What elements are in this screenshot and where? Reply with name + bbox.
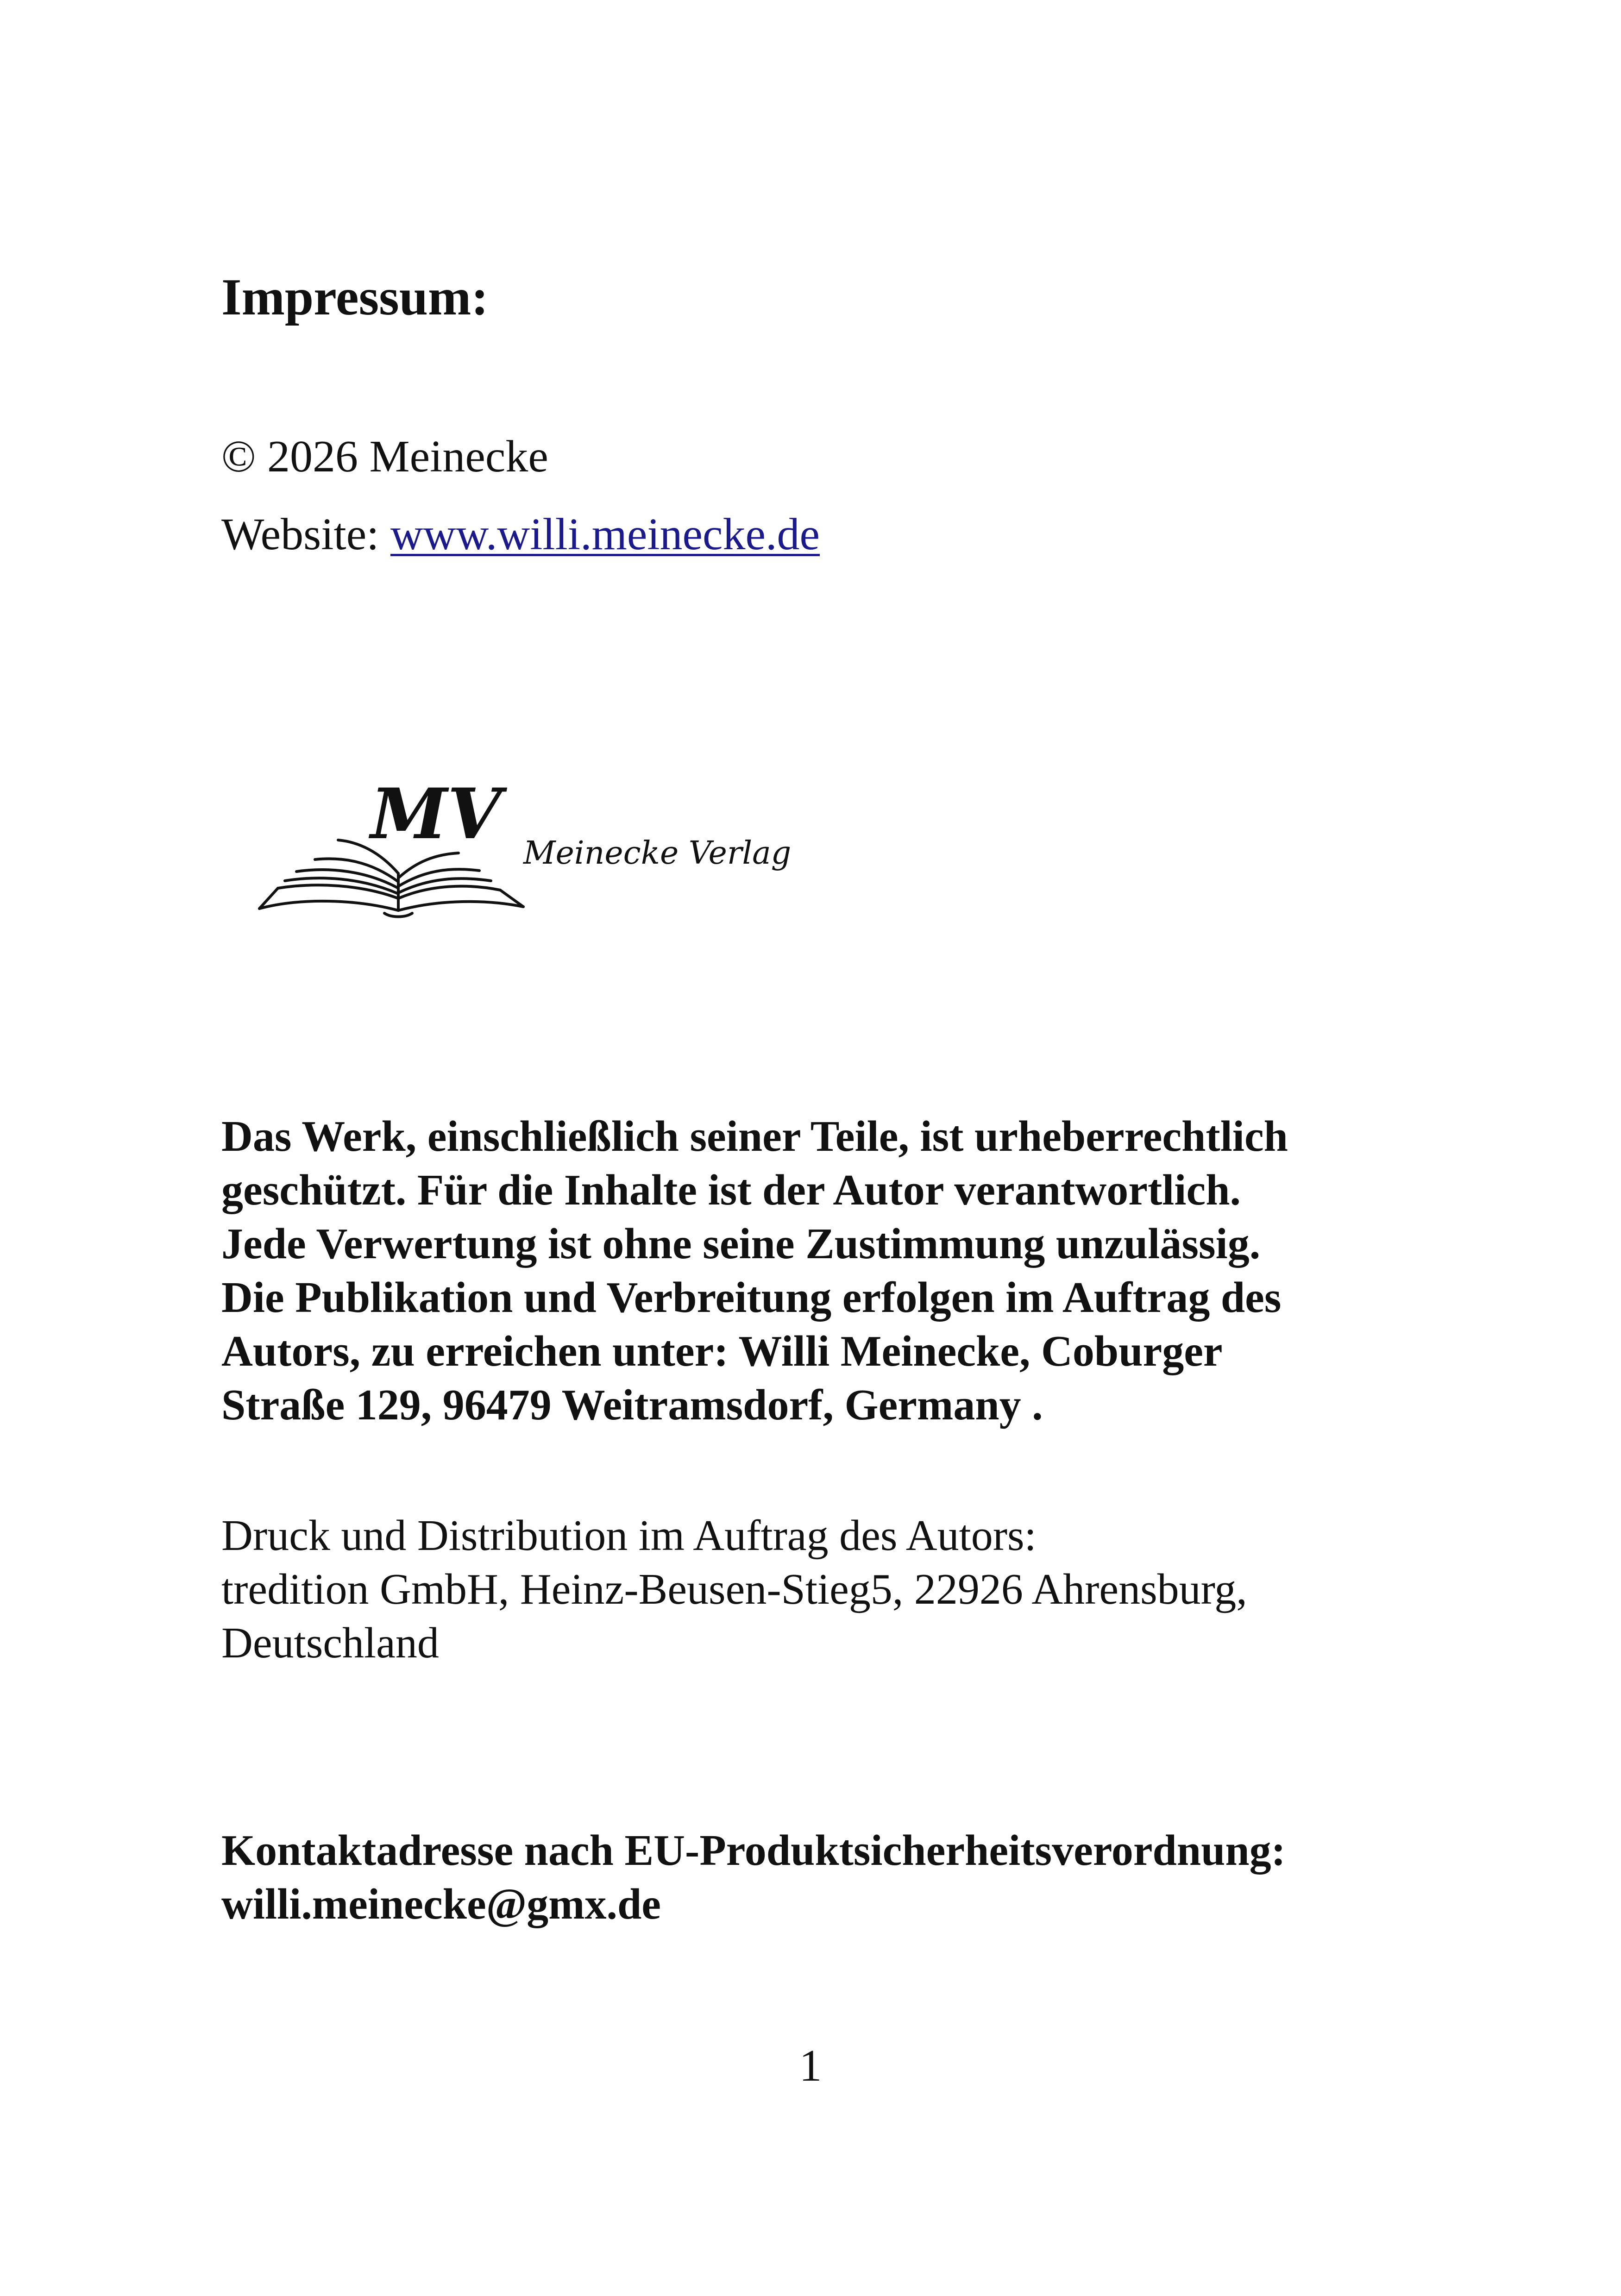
logo-monogram: MV [371,783,502,855]
legal-line: geschützt. Für die Inhalte ist der Autor verantwortlich. [221,1166,1241,1214]
print-line: Deutschland [221,1619,439,1667]
website-label: Website: [221,509,390,559]
website-line [221,508,820,561]
legal-line: Die Publikation und Verbreitung erfolgen im Auftrag des [221,1273,1282,1322]
page-number: 1 [799,2041,822,2091]
copyright-statement [221,1110,1435,1432]
legal-line: Das Werk, einschließlich seiner Teile, ist urheberrechtlich [221,1112,1288,1161]
contact-address [221,1824,1472,1931]
legal-line: Jede Verwertung ist ohne seine Zustimmung unzulässig. [221,1220,1261,1268]
legal-line: Straße 129, 96479 Weitramsdorf, Germany . [221,1381,1043,1429]
legal-line: Autors, zu erreichen unter: Willi Meinecke, Coburger [221,1327,1223,1375]
publisher-logo [245,783,801,931]
website-link[interactable]: www.willi.meinecke.de [390,509,820,559]
print-line: tredition GmbH, Heinz-Beusen-Stieg5, 22926 Ahrensburg, [221,1565,1247,1613]
print-distribution-info [221,1509,1435,1670]
page-title: Impressum: [221,269,489,326]
copyright-notice: © 2026 Meinecke [221,432,548,482]
contact-email: willi.meinecke@gmx.de [221,1880,661,1928]
print-line: Druck und Distribution im Auftrag des Autors: [221,1512,1037,1560]
logo-publisher-name: Meinecke Verlag [523,835,792,872]
contact-line: Kontaktadresse nach EU-Produktsicherheitsverordnung: [221,1826,1286,1875]
